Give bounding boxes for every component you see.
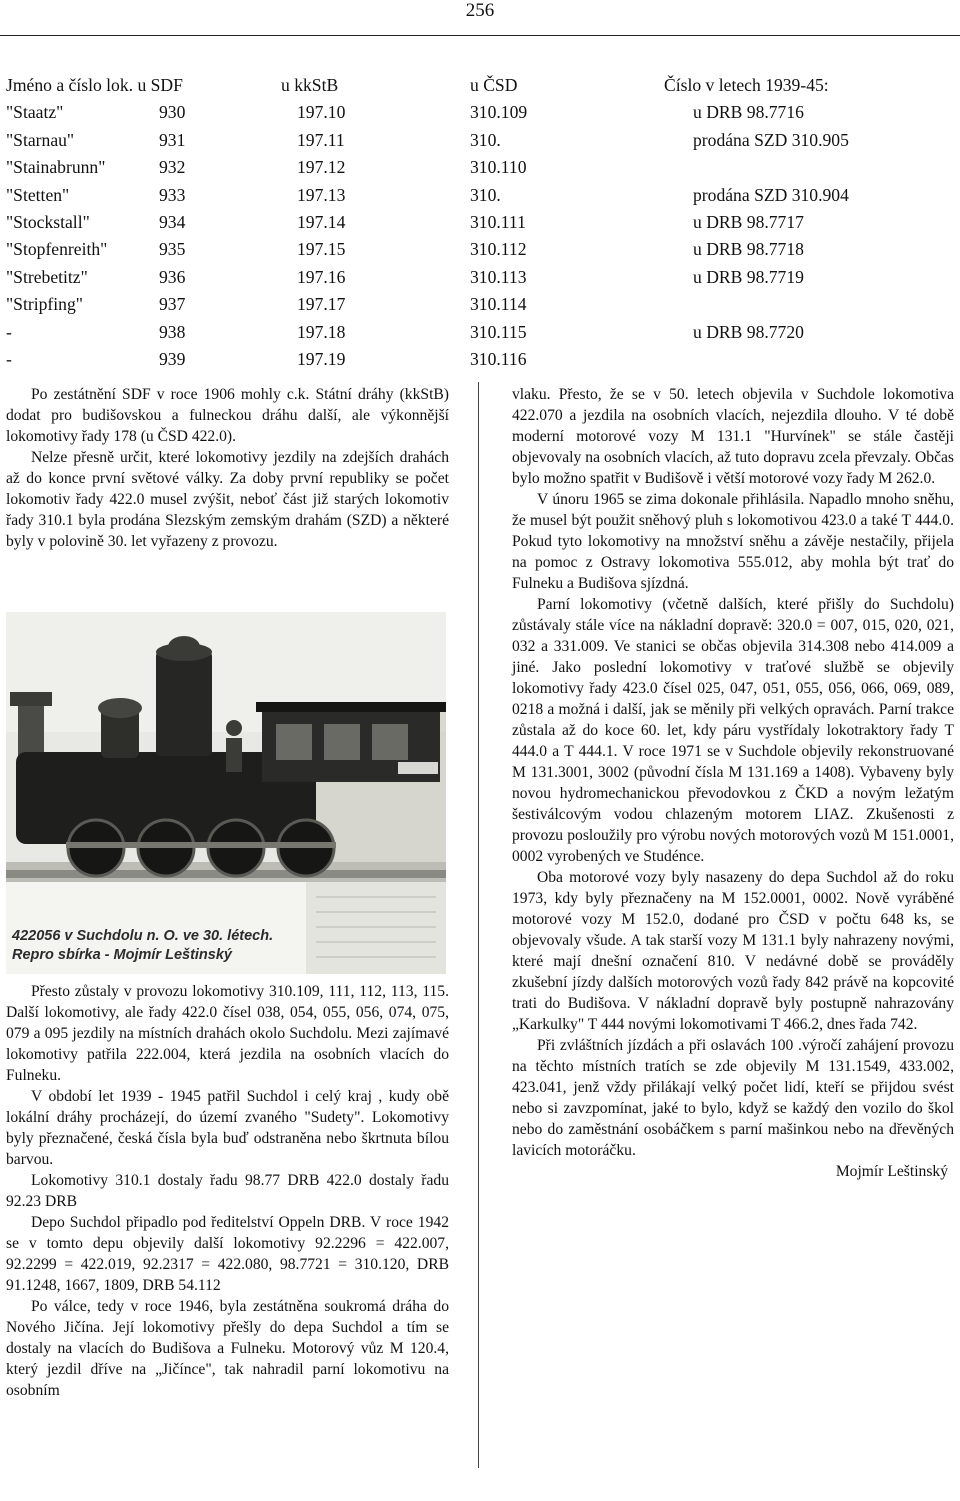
- cell-sdf-number: 939: [159, 348, 186, 369]
- table-body: [0, 99, 960, 373]
- cell-name: "Stopfenreith": [6, 239, 108, 260]
- table-row: [0, 264, 960, 291]
- table-row: [0, 236, 960, 263]
- cell-sdf-number: 937: [159, 294, 186, 315]
- table-row: [0, 99, 960, 126]
- table-row: [0, 291, 960, 318]
- cell-sdf-number: 935: [159, 239, 186, 260]
- cell-1939-45-number: u DRB 98.7718: [693, 239, 804, 260]
- left-column-bottom-text: [6, 981, 449, 1401]
- cell-name: "Stetten": [6, 184, 70, 205]
- cell-csd-number: 310.112: [470, 239, 527, 260]
- cell-kkstb-number: 197.16: [297, 266, 346, 287]
- cell-sdf-number: 938: [159, 321, 186, 342]
- header-kkstb: u kkStB: [281, 75, 339, 95]
- photo-caption: [12, 927, 432, 965]
- paragraph: Parní lokomotivy (včetně dalších, které přišly do Suchdolu) zůstávaly stále více na nákladní dopravě: 320.0 = 007, 015, 020, 021, 032 a 331.009. Ve stanici se občas objevila 314.308 nebo 414.009 a jiné. Jako poslední lokomotivy v traťové službě se objevily lokomotivy řady 423.0 čísel 025, 047, 051, 055, 056, 066, 069, 089, 0218 a možná i další, jak se měnily při velkých opravách. Parní trakce zůstala až do koce 60. let, kdy páru vystřídaly lokotraktory řady T 444.0 a T 444.1. V roce 1971 se v Suchdole objevily rekonstruované M 131.3001, 3002 (původní čísla M 131.169 a 1408). Vybaveny byly novou hydromechanickou převodovkou z ČKD a novým ležatým šestiválcovým vodou chlazeným motorem LIAZ. Zkušenosti z provozu posloužily pro výrobu nových motorových vozů M 151.0001, 0002 vyrobených ve Studénce.: [512, 596, 954, 865]
- cell-sdf-number: 933: [159, 184, 186, 205]
- cell-csd-number: 310.116: [470, 348, 527, 369]
- cell-name: "Stripfing": [6, 294, 83, 315]
- paragraph: vlaku. Přesto, že se v 50. letech objevila v Suchdole lokomotiva 422.070 a jezdila na osobních vlacích, nejezdila dlouho. V té době moderní motorové vozy M 131.1 "Hurvínek" se stále častěji objevovaly na osobních vlacích, až tuto dopravu zcela převzaly. Občas bylo možno spatřit v Budišově i větší motorové vozy řady M 262.0.: [512, 386, 954, 487]
- table-row: [0, 154, 960, 181]
- cell-csd-number: 310.: [470, 184, 501, 205]
- cell-kkstb-number: 197.18: [297, 321, 346, 342]
- cell-kkstb-number: 197.13: [297, 184, 346, 205]
- cell-csd-number: 310.114: [470, 294, 527, 315]
- cell-1939-45-number: u DRB 98.7720: [693, 321, 804, 342]
- table-row: [0, 209, 960, 236]
- left-column-top-text: [6, 384, 449, 552]
- header-cislo: Číslo v letech 1939-45:: [664, 75, 829, 95]
- photo-credit-line: Repro sbírka - Mojmír Leštinský: [12, 947, 232, 963]
- author-signature: Mojmír Leštinský: [835, 1163, 948, 1180]
- cell-name: "Staatz": [6, 102, 64, 123]
- cell-name: "Stainabrunn": [6, 157, 106, 178]
- paragraph: Lokomotivy 310.1 dostaly řadu 98.77 DRB 422.0 dostaly řadu 92.23 DRB: [6, 1172, 449, 1210]
- cell-kkstb-number: 197.19: [297, 348, 346, 369]
- cell-name: "Strebetitz": [6, 266, 88, 287]
- paragraph: Přesto zůstaly v provozu lokomotivy 310.109, 111, 112, 113, 115. Další lokomotivy, ale řady 422.0 čísel 038, 054, 055, 056, 074, 075, 079 a 095 jezdily na místních drahách okolo Suchdolu. Mezi zajímavé lokomotivy patřila 222.004, která jezdila na osobních vlacích do Fulneku.: [6, 983, 449, 1084]
- table-header-row: [0, 72, 960, 99]
- paragraph: V období let 1939 - 1945 patřil Suchdol i celý kraj , kudy obě lokální dráhy procházejí, do území zvaného "Sudety". Lokomotivy byly přeznačené, česká čísla byla buď odstraněna nebo škrtnuta bílou barvou.: [6, 1088, 449, 1168]
- cell-name: -: [6, 348, 12, 369]
- column-divider: [478, 382, 479, 1468]
- cell-kkstb-number: 197.15: [297, 239, 346, 260]
- cell-name: "Starnau": [6, 129, 75, 150]
- cell-csd-number: 310.110: [470, 157, 527, 178]
- cell-sdf-number: 932: [159, 157, 186, 178]
- paragraph: V únoru 1965 se zima dokonale přihlásila. Napadlo mnoho sněhu, že musel být použit sněhový pluh s lokomotivou 423.0 a také T 444.0. Pokud tyto lokomotivy na množství sněhu a závěje nestačily, přijela na pomoc z Ostravy lokomotiva 555.012, aby mohla být trať do Fulneku a Budišova sjízdná.: [512, 491, 954, 592]
- locomotive-photo: [6, 612, 446, 974]
- cell-csd-number: 310.113: [470, 266, 527, 287]
- cell-sdf-number: 934: [159, 211, 186, 232]
- cell-name: -: [6, 321, 12, 342]
- cell-kkstb-number: 197.11: [297, 129, 345, 150]
- cell-kkstb-number: 197.17: [297, 294, 346, 315]
- cell-csd-number: 310.111: [470, 211, 526, 232]
- cell-sdf-number: 936: [159, 266, 186, 287]
- cell-1939-45-number: u DRB 98.7719: [693, 266, 804, 287]
- cell-kkstb-number: 197.10: [297, 102, 346, 123]
- paragraph: Po válce, tedy v roce 1946, byla zestátněna soukromá dráha do Nového Jičína. Její lokomotivy přešly do depa Suchdol a tím se dostaly na vlacích do Budišova a Fulneku. Motorový vůz M 120.4, který jezdil dříve na „Jičínce", tak nahradil parní lokomotivu na osobním: [6, 1298, 449, 1399]
- cell-sdf-number: 931: [159, 129, 186, 150]
- cell-name: "Stockstall": [6, 211, 90, 232]
- paragraph: Depo Suchdol připadlo pod ředitelství Oppeln DRB. V roce 1942 se v tomto depu objevily další lokomotivy 92.2296 = 422.007, 92.2299 = 422.019, 92.2317 = 422.080, 98.7721 = 310.120, DRB 91.1248, 1667, 1809, DRB 54.112: [6, 1214, 449, 1294]
- paragraph: Oba motorové vozy byly nasazeny do depa Suchdol až do roku 1973, kdy byly přeznačeny na M 152.0001, 0002. Nově vyráběné motorové vozy M 152.0, dodané pro ČSD v počtu 648 ks, se objevovaly všude. A tak starší vozy M 131.1 byly nahrazeny novými, které mají dnešní označení 810. V nedávné době se prováděly zkušební jízdy dalších motorových vozů řady 842 právě na kopcovité trati do Budišova. V nákladní dopravě byly postupně nahrazovány „Karkulky" T 444 novými lokomotivami T 466.2, dnes řada 742.: [512, 869, 954, 1033]
- cell-1939-45-number: u DRB 98.7716: [693, 102, 804, 123]
- table-row: [0, 182, 960, 209]
- header-name: Jméno a číslo lok. u SDF: [6, 75, 183, 95]
- table-row: [0, 127, 960, 154]
- cell-1939-45-number: prodána SZD 310.905: [693, 129, 849, 150]
- cell-kkstb-number: 197.14: [297, 211, 346, 232]
- table-row: [0, 319, 960, 346]
- cell-csd-number: 310.115: [470, 321, 527, 342]
- cell-1939-45-number: u DRB 98.7717: [693, 211, 804, 232]
- cell-csd-number: 310.109: [470, 102, 528, 123]
- header-rule: [0, 35, 960, 36]
- paragraph: Po zestátnění SDF v roce 1906 mohly c.k. Státní dráhy (kkStB) dodat pro budišovskou a fulneckou dráhu další, ale výkonnější lokomotivy řady 178 (u ČSD 422.0).: [6, 386, 449, 445]
- cell-1939-45-number: prodána SZD 310.904: [693, 184, 849, 205]
- table-row: [0, 346, 960, 373]
- right-column-text: [512, 384, 954, 1182]
- header-csd: u ČSD: [470, 75, 518, 95]
- paragraph: Nelze přesně určit, které lokomotivy jezdily na zdejších drahách až do konce první světové války. Za doby první republiky se počet lokomotiv řady 422.0 musel zvýšit, neboť část již starých lokomotiv řady 310.1 byla prodána Slezským zemským drahám (SZD) a některé byly v polovině 30. let vyřazeny z provozu.: [6, 449, 449, 550]
- cell-kkstb-number: 197.12: [297, 157, 346, 178]
- page-number: 256: [465, 0, 495, 21]
- locomotive-table: [0, 72, 960, 373]
- cell-csd-number: 310.: [470, 129, 501, 150]
- photo-caption-line: 422056 v Suchdolu n. O. ve 30. létech.: [12, 928, 274, 944]
- paragraph: Při zvláštních jízdách a při oslavách 100 .výročí zahájení provozu na těchto místních tratích se zde objevily M 131.1549, 433.002, 423.041, jenž vždy přilákají velký počet lidí, kteří se přijdou svést nebo si zavzpomínat, jaké to bylo, když se každý den vozilo do škol nebo do zaměstnání osobáčkem s parní mašinkou nebo na dřevěných lavicích motoráčku.: [512, 1037, 954, 1159]
- cell-sdf-number: 930: [159, 102, 186, 123]
